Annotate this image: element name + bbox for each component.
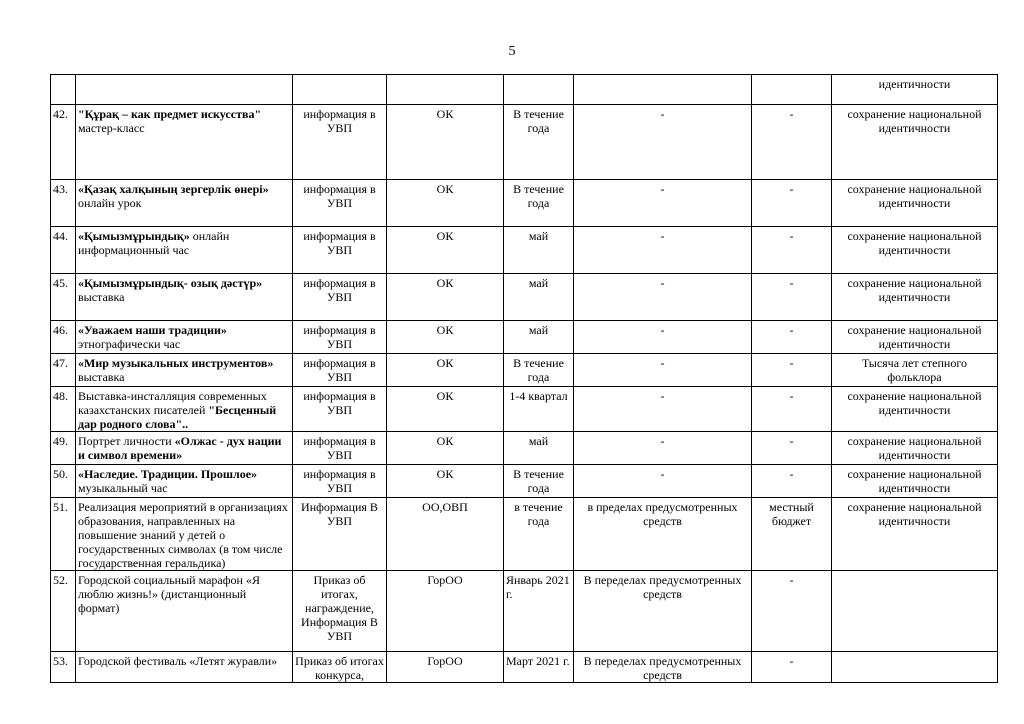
report-form: информация в УВП bbox=[293, 432, 387, 465]
expected-result: сохранение национальной идентичности bbox=[832, 227, 998, 274]
expected-result: сохранение национальной идентичности bbox=[832, 180, 998, 227]
responsible: ГорОО bbox=[387, 571, 504, 652]
event-description: Портрет личности bbox=[78, 434, 175, 448]
funding-source: - bbox=[752, 227, 832, 274]
event-format: онлайн информационный час bbox=[78, 229, 230, 257]
funding-amount: - bbox=[574, 387, 752, 432]
deadline bbox=[504, 75, 574, 105]
table-row bbox=[51, 571, 998, 652]
deadline: В течение года bbox=[504, 105, 574, 180]
table-row bbox=[51, 465, 998, 498]
table-row bbox=[51, 652, 998, 683]
event-format: мастер-класс bbox=[78, 121, 145, 135]
event-title-cell bbox=[76, 498, 293, 571]
events-table bbox=[50, 74, 998, 683]
expected-result: сохранение национальной идентичности bbox=[832, 498, 998, 571]
expected-result: сохранение национальной идентичности bbox=[832, 321, 998, 354]
event-description: Городской фестиваль «Летят журавли» bbox=[78, 654, 278, 668]
event-title: «Мир музыкальных инструментов» bbox=[78, 356, 274, 370]
row-number: 44. bbox=[51, 227, 76, 274]
funding-source: - bbox=[752, 652, 832, 683]
funding-source: - bbox=[752, 387, 832, 432]
event-title-cell bbox=[76, 105, 293, 180]
report-form: информация в УВП bbox=[293, 227, 387, 274]
event-title: «Қымызмұрындық- озық дәстүр» bbox=[78, 276, 263, 290]
responsible bbox=[387, 75, 504, 105]
funding-amount: в пределах предусмотренных средств bbox=[574, 498, 752, 571]
responsible: ОК bbox=[387, 227, 504, 274]
expected-result: сохранение национальной идентичности bbox=[832, 432, 998, 465]
event-title: «Олжас - дух нации и символ времени» bbox=[78, 434, 282, 462]
table-row bbox=[51, 432, 998, 465]
funding-source bbox=[752, 75, 832, 105]
event-title-cell bbox=[76, 75, 293, 105]
expected-result bbox=[832, 652, 998, 683]
funding-amount bbox=[574, 75, 752, 105]
report-form: информация в УВП bbox=[293, 180, 387, 227]
funding-source: - bbox=[752, 274, 832, 321]
row-number: 51. bbox=[51, 498, 76, 571]
row-number: 46. bbox=[51, 321, 76, 354]
funding-source: - bbox=[752, 180, 832, 227]
funding-amount: - bbox=[574, 465, 752, 498]
deadline: 1-4 квартал bbox=[504, 387, 574, 432]
funding-amount: - bbox=[574, 321, 752, 354]
responsible: ОК bbox=[387, 354, 504, 387]
event-description: Реализация мероприятий в организациях образования, направленных на повышение знаний у детей о государственных символах (в том числе государственная геральдика) bbox=[78, 500, 288, 570]
deadline: май bbox=[504, 227, 574, 274]
funding-amount: - bbox=[574, 180, 752, 227]
responsible: ОК bbox=[387, 180, 504, 227]
funding-source: - bbox=[752, 321, 832, 354]
event-title: «Қымызмұрындық» bbox=[78, 229, 190, 243]
deadline: Январь 2021 г. bbox=[504, 571, 574, 652]
expected-result: сохранение национальной идентичности bbox=[832, 274, 998, 321]
event-format: выставка bbox=[78, 370, 125, 384]
report-form: информация в УВП bbox=[293, 274, 387, 321]
row-number: 43. bbox=[51, 180, 76, 227]
expected-result: сохранение национальной идентичности bbox=[832, 387, 998, 432]
table-row bbox=[51, 321, 998, 354]
funding-amount: В переделах предусмотренных средств bbox=[574, 571, 752, 652]
event-title: «Қазақ халқының зергерлік өнері» bbox=[78, 182, 269, 196]
table-row bbox=[51, 274, 998, 321]
event-description: Выставка-инсталляция современных казахстанских писателей bbox=[78, 389, 267, 417]
responsible: ОК bbox=[387, 274, 504, 321]
expected-result: Тысяча лет степного фольклора bbox=[832, 354, 998, 387]
event-title: «Уважаем наши традиции» bbox=[78, 323, 227, 337]
responsible: ОК bbox=[387, 465, 504, 498]
deadline: В течение года bbox=[504, 354, 574, 387]
responsible: ОО,ОВП bbox=[387, 498, 504, 571]
report-form: Информация В УВП bbox=[293, 498, 387, 571]
report-form: информация в УВП bbox=[293, 354, 387, 387]
funding-amount: - bbox=[574, 432, 752, 465]
expected-result bbox=[832, 571, 998, 652]
expected-result: сохранение национальной идентичности bbox=[832, 465, 998, 498]
row-number: 52. bbox=[51, 571, 76, 652]
deadline: в течение года bbox=[504, 498, 574, 571]
row-number: 47. bbox=[51, 354, 76, 387]
event-title: «Наследие. Традиции. Прошлое» bbox=[78, 467, 258, 481]
funding-source: - bbox=[752, 432, 832, 465]
funding-amount: - bbox=[574, 274, 752, 321]
table-row bbox=[51, 498, 998, 571]
report-form: информация в УВП bbox=[293, 321, 387, 354]
deadline: В течение года bbox=[504, 180, 574, 227]
event-title-cell bbox=[76, 180, 293, 227]
deadline: май bbox=[504, 274, 574, 321]
row-number: 45. bbox=[51, 274, 76, 321]
report-form: информация в УВП bbox=[293, 105, 387, 180]
event-title-cell bbox=[76, 652, 293, 683]
deadline: Март 2021 г. bbox=[504, 652, 574, 683]
event-title-cell bbox=[76, 571, 293, 652]
table-row bbox=[51, 387, 998, 432]
report-form bbox=[293, 75, 387, 105]
event-title-cell bbox=[76, 465, 293, 498]
event-title: "Бесценный дар родного слова".. bbox=[78, 403, 277, 431]
event-format: выставка bbox=[78, 290, 125, 304]
event-title-cell bbox=[76, 354, 293, 387]
row-number: 48. bbox=[51, 387, 76, 432]
row-number bbox=[51, 75, 76, 105]
row-number: 42. bbox=[51, 105, 76, 180]
row-number: 50. bbox=[51, 465, 76, 498]
funding-amount: - bbox=[574, 227, 752, 274]
page-number: 5 bbox=[508, 44, 516, 59]
deadline: май bbox=[504, 432, 574, 465]
expected-result: идентичности bbox=[832, 75, 998, 105]
event-title-cell bbox=[76, 432, 293, 465]
event-title: "Құрақ – как предмет искусства" bbox=[78, 107, 262, 121]
table-row bbox=[51, 227, 998, 274]
responsible: ОК bbox=[387, 321, 504, 354]
report-form: Приказ об итогах конкурса, bbox=[293, 652, 387, 683]
funding-source: местный бюджет bbox=[752, 498, 832, 571]
funding-amount: - bbox=[574, 105, 752, 180]
responsible: ОК bbox=[387, 387, 504, 432]
row-number: 49. bbox=[51, 432, 76, 465]
responsible: ГорОО bbox=[387, 652, 504, 683]
responsible: ОК bbox=[387, 432, 504, 465]
funding-source: - bbox=[752, 354, 832, 387]
deadline: май bbox=[504, 321, 574, 354]
funding-amount: - bbox=[574, 354, 752, 387]
responsible: ОК bbox=[387, 105, 504, 180]
event-description: Городской социальный марафон «Я люблю жизнь!» (дистанционный формат) bbox=[78, 573, 260, 615]
table-row bbox=[51, 354, 998, 387]
funding-source: - bbox=[752, 465, 832, 498]
expected-result: сохранение национальной идентичности bbox=[832, 105, 998, 180]
event-title-cell bbox=[76, 227, 293, 274]
event-title-cell bbox=[76, 274, 293, 321]
report-form: информация в УВП bbox=[293, 465, 387, 498]
report-form: информация в УВП bbox=[293, 387, 387, 432]
event-title-cell bbox=[76, 321, 293, 354]
funding-source: - bbox=[752, 571, 832, 652]
deadline: В течение года bbox=[504, 465, 574, 498]
table-row bbox=[51, 180, 998, 227]
table-row bbox=[51, 75, 998, 105]
event-format: онлайн урок bbox=[78, 196, 142, 210]
event-title-cell bbox=[76, 387, 293, 432]
funding-source: - bbox=[752, 105, 832, 180]
table-row bbox=[51, 105, 998, 180]
report-form: Приказ об итогах, награждение, Информация В УВП bbox=[293, 571, 387, 652]
funding-amount: В переделах предусмотренных средств bbox=[574, 652, 752, 683]
row-number: 53. bbox=[51, 652, 76, 683]
event-format: музыкальный час bbox=[78, 481, 168, 495]
event-format: этнографически час bbox=[78, 337, 181, 351]
